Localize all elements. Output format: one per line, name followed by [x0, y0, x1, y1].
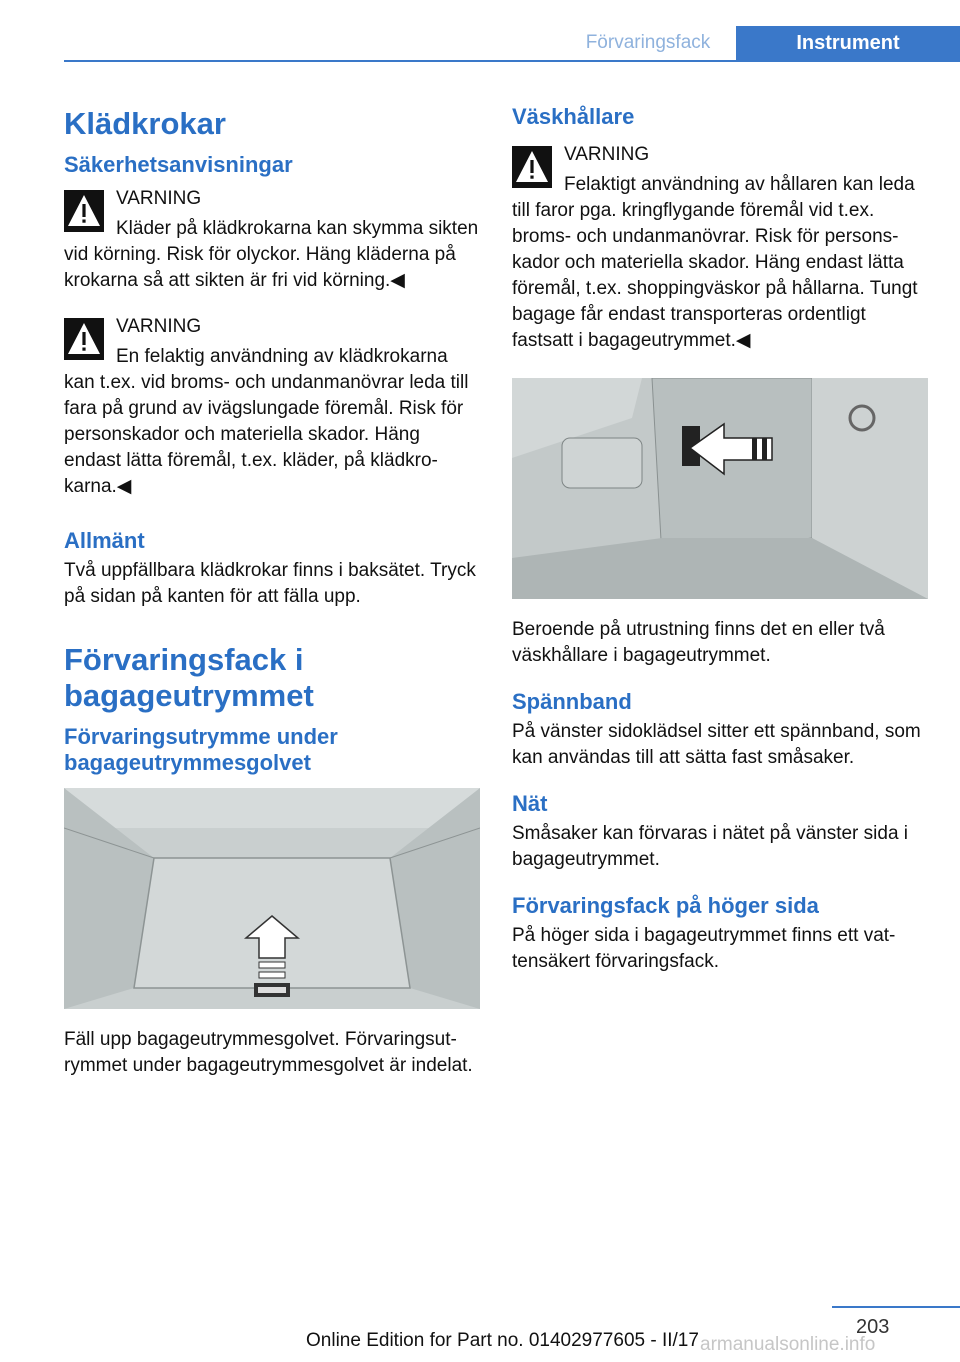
warning-triangle-icon	[512, 146, 552, 188]
right-column	[512, 104, 928, 975]
heading-nat: Nät	[512, 791, 548, 816]
hoger-sida-text: På höger sida i bagageutrymmet finns ett vattensäkert förvaringsfack.	[512, 925, 896, 972]
warning-title: VARNING	[116, 316, 202, 337]
header-section-title: Förvaringsfack	[585, 32, 711, 53]
warning-block-2	[64, 314, 480, 500]
spannband-text: På vänster sidoklädsel sitter ett spännband, som kan användas till att sätta fast småsaker.	[512, 721, 921, 768]
warning-title: VARNING	[116, 188, 202, 209]
heading-spannband: Spännband	[512, 689, 632, 714]
heading-vaskhallare: Väskhållare	[512, 104, 635, 129]
heading-hoger-sida: Förvaringsfack på höger sida	[512, 893, 819, 918]
warning-title: VARNING	[564, 144, 650, 165]
warning-triangle-icon	[64, 190, 104, 232]
heading-sakerhetsanvisningar: Säkerhetsanvisningar	[64, 152, 293, 177]
heading-forvaringsfack: Förvaringsfack i bagageutrymmet	[64, 642, 314, 713]
edition-text: Online Edition for Part no. 01402977605 - II/17	[306, 1330, 699, 1351]
bag-hook-illustration	[512, 378, 928, 599]
trunk-floor-illustration	[64, 788, 480, 1009]
footer-rule	[832, 1306, 960, 1308]
left-column	[64, 98, 480, 1079]
page-number: 203	[856, 1316, 890, 1338]
vaskhallare-caption: Beroende på utrustning finns det en eller två väskhållare i bagageutrymmet.	[512, 619, 885, 666]
heading-forvaringsutrymme-under: Förvaringsutrymme under bagageutrymmesgolvet	[64, 724, 338, 775]
watermark: armanualsonline.info	[700, 1334, 876, 1355]
header-chapter-tab: Instrument	[736, 26, 960, 60]
warning-text: Felaktigt användning av hållaren kan leda till faror pga. kringflygande föremål vid t.ex. broms- och undanmanövrar. Risk för personskador och materiella skador. Häng endast lätta föremål, t.ex. shoppingväskor på hållarna. Tungt bagage får endast transporteras ordentligt fastsatt i bagageutrymmet.◀	[512, 174, 918, 351]
heading-allmant: Allmänt	[64, 528, 145, 553]
heading-kladkrokar: Klädkrokar	[64, 106, 226, 141]
forvaringsutrymme-caption: Fäll upp bagageutrymmesgolvet. Förvaringsutrymmet under bagageutrymmesgolvet är indelat.	[64, 1029, 473, 1076]
warning-block-1	[64, 186, 480, 294]
warning-block-3	[512, 142, 928, 354]
allmant-text: Två uppfällbara klädkrokar finns i baksätet. Tryck på sidan på kanten för att fälla upp.	[64, 560, 476, 607]
header-rule	[64, 60, 960, 62]
warning-text: En felaktig användning av klädkrokarna kan t.ex. vid broms- och undanmanövrar leda till fara på grund av ivägslungade föremål. Risk för personskador och materiella skador. Häng endast lätta föremål, t.ex. kläder, på klädkrokarna.◀	[64, 346, 469, 497]
warning-triangle-icon	[64, 318, 104, 360]
warning-text: Kläder på klädkrokarna kan skymma sikten vid körning. Risk för olyckor. Häng kläderna på krokarna så att sikten är fri vid körning.◀	[64, 218, 479, 291]
nat-text: Småsaker kan förvaras i nätet på vänster sida i bagageutrymmet.	[512, 823, 909, 870]
